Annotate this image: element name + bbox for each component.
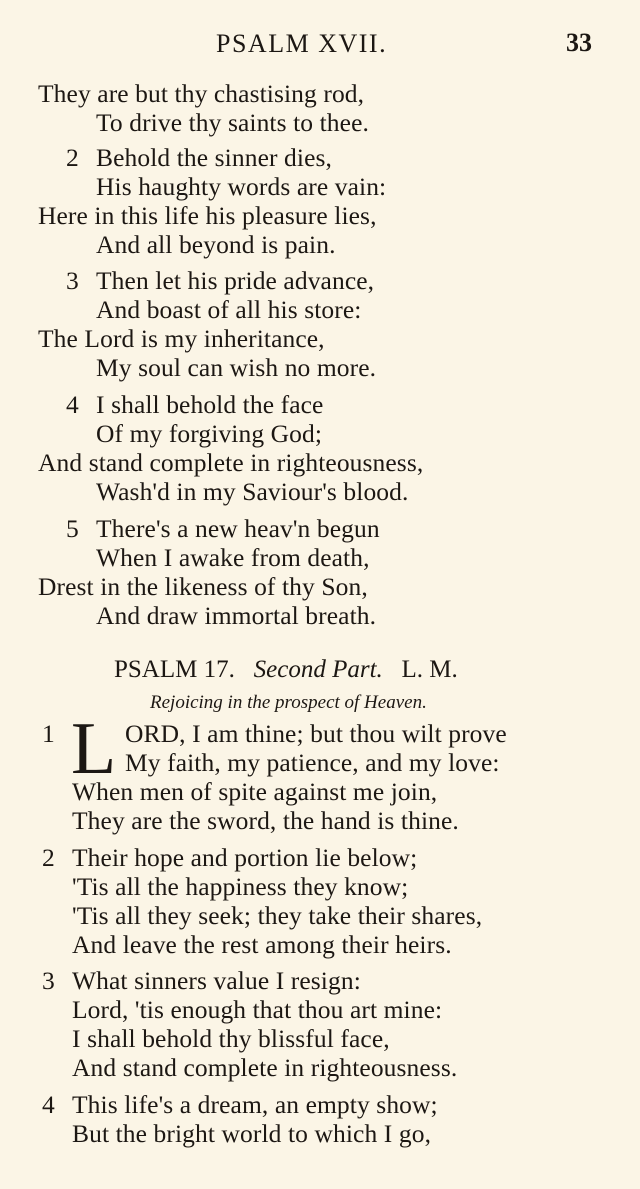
- verse-line: Drest in the likeness of thy Son,: [38, 572, 368, 601]
- verse-line: What sinners value I resign:: [72, 966, 361, 995]
- drop-cap: L: [71, 708, 117, 790]
- psalm-heading: [114, 656, 458, 684]
- verse-line: ORD, I am thine; but thou wilt prove: [125, 719, 507, 748]
- verse-line: They are but thy chastising rod,: [38, 79, 365, 108]
- verse-line: His haughty words are vain:: [96, 172, 387, 201]
- verse-line: This life's a dream, an empty show;: [72, 1090, 438, 1119]
- verse-line: My soul can wish no more.: [96, 353, 377, 382]
- verse-line: Wash'd in my Saviour's blood.: [96, 477, 409, 506]
- running-header-title: PSALM XVII.: [216, 29, 388, 58]
- heading-psalm-number: PSALM 17.: [114, 656, 235, 683]
- verse-number: 3: [42, 966, 55, 995]
- verse-line: Then let his pride advance,: [96, 266, 375, 295]
- verse-line: And stand complete in righteousness,: [38, 448, 424, 477]
- verse-line: And boast of all his store:: [96, 295, 362, 324]
- verse-line: To drive thy saints to thee.: [96, 108, 369, 137]
- verse-line: I shall behold thy blissful face,: [72, 1024, 390, 1053]
- verse-line: Behold the sinner dies,: [96, 143, 333, 172]
- verse-line: Lord, 'tis enough that thou art mine:: [72, 995, 443, 1024]
- verse-line: They are the sword, the hand is thine.: [72, 806, 459, 835]
- heading-meter: L. M.: [401, 656, 458, 683]
- verse-line: The Lord is my inheritance,: [38, 324, 325, 353]
- verse-number: 1: [42, 719, 55, 748]
- verse-line: Here in this life his pleasure lies,: [38, 201, 377, 230]
- verse-line: 'Tis all the happiness they know;: [72, 872, 409, 901]
- verse-line: And all beyond is pain.: [96, 230, 336, 259]
- verse-line: And stand complete in righteousness.: [72, 1053, 458, 1082]
- verse-line: When I awake from death,: [96, 543, 370, 572]
- verse-number: 2: [42, 843, 55, 872]
- verse-line: And draw immortal breath.: [96, 601, 377, 630]
- verse-line: Of my forgiving God;: [96, 419, 323, 448]
- verse-number: 3: [66, 266, 79, 295]
- verse-line: And leave the rest among their heirs.: [72, 930, 452, 959]
- verse-number: 5: [66, 514, 79, 543]
- verse-line: But the bright world to which I go,: [72, 1119, 432, 1148]
- heading-part: Second Part.: [253, 656, 383, 683]
- verse-number: 4: [42, 1090, 55, 1119]
- verse-number: 4: [66, 390, 79, 419]
- verse-number: 2: [66, 143, 79, 172]
- verse-line: When men of spite against me join,: [72, 777, 438, 806]
- psalm-subtitle: Rejoicing in the prospect of Heaven.: [150, 692, 427, 713]
- verse-line: I shall behold the face: [96, 390, 324, 419]
- verse-line: 'Tis all they seek; they take their shares,: [72, 901, 483, 930]
- verse-line: There's a new heav'n begun: [96, 514, 380, 543]
- page-number: 33: [566, 28, 592, 57]
- verse-line: My faith, my patience, and my love:: [125, 748, 500, 777]
- verse-line: Their hope and portion lie below;: [72, 843, 418, 872]
